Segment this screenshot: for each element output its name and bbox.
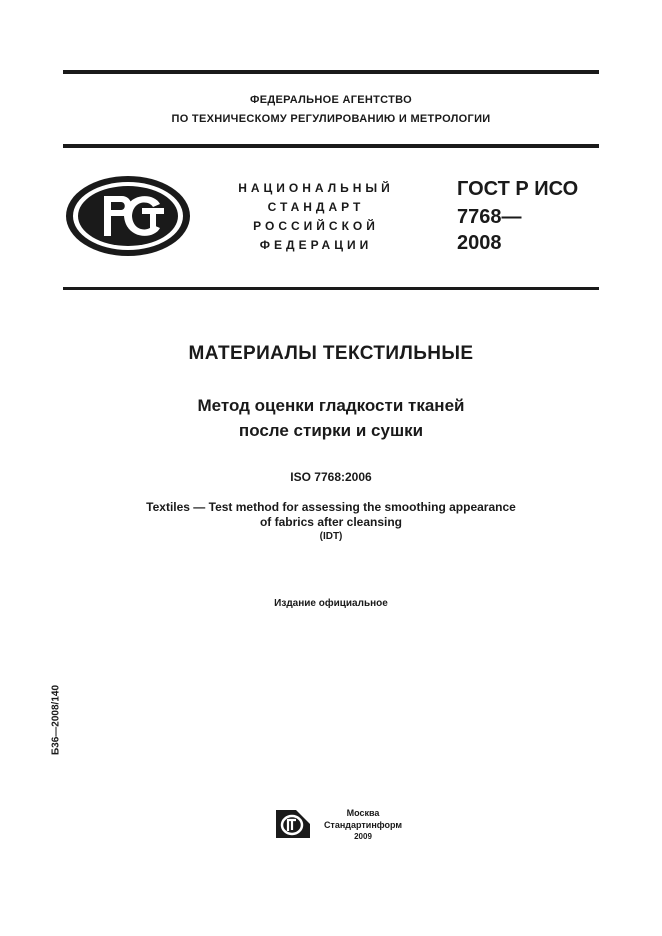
standard-code-line-1: ГОСТ Р ИСО (457, 178, 579, 200)
national-line-4: ФЕДЕРАЦИИ (259, 238, 373, 252)
national-line-2: СТАНДАРТ (267, 200, 365, 214)
agency-line-2: ПО ТЕХНИЧЕСКОМУ РЕГУЛИРОВАНИЮ И МЕТРОЛОГИИ (171, 113, 491, 125)
english-title-line-1: Textiles — Test method for assessing the smoothing appearance (146, 500, 516, 514)
standard-code-line-3: 2008 (457, 232, 502, 254)
document-subtitle-line-2: после стирки и сушки (238, 421, 424, 440)
idt-mark: (IDT) (319, 531, 343, 542)
iso-reference: ISO 7768:2006 (290, 470, 372, 484)
rst-certification-mark-icon (64, 174, 192, 258)
english-title-line-2: of fabrics after cleansing (259, 515, 403, 529)
document-subtitle-line-1: Метод оценки гладкости тканей (197, 396, 465, 415)
side-code: Б36—2008/140 (50, 684, 62, 756)
edition-note: Издание официальное (274, 598, 388, 609)
standard-block-rule (63, 287, 599, 290)
publisher-name: Стандартинформ (323, 820, 403, 830)
publisher-year: 2009 (354, 832, 372, 841)
national-line-1: НАЦИОНАЛЬНЫЙ (238, 181, 394, 195)
top-rule (63, 70, 599, 74)
national-line-3: РОССИЙСКОЙ (253, 219, 379, 233)
agency-line-1: ФЕДЕРАЛЬНОЕ АГЕНТСТВО (250, 94, 412, 106)
publisher-city: Москва (346, 808, 380, 818)
document-title: МАТЕРИАЛЫ ТЕКСТИЛЬНЫЕ (188, 343, 474, 364)
header-rule (63, 144, 599, 148)
standard-code-line-2: 7768— (457, 206, 522, 228)
